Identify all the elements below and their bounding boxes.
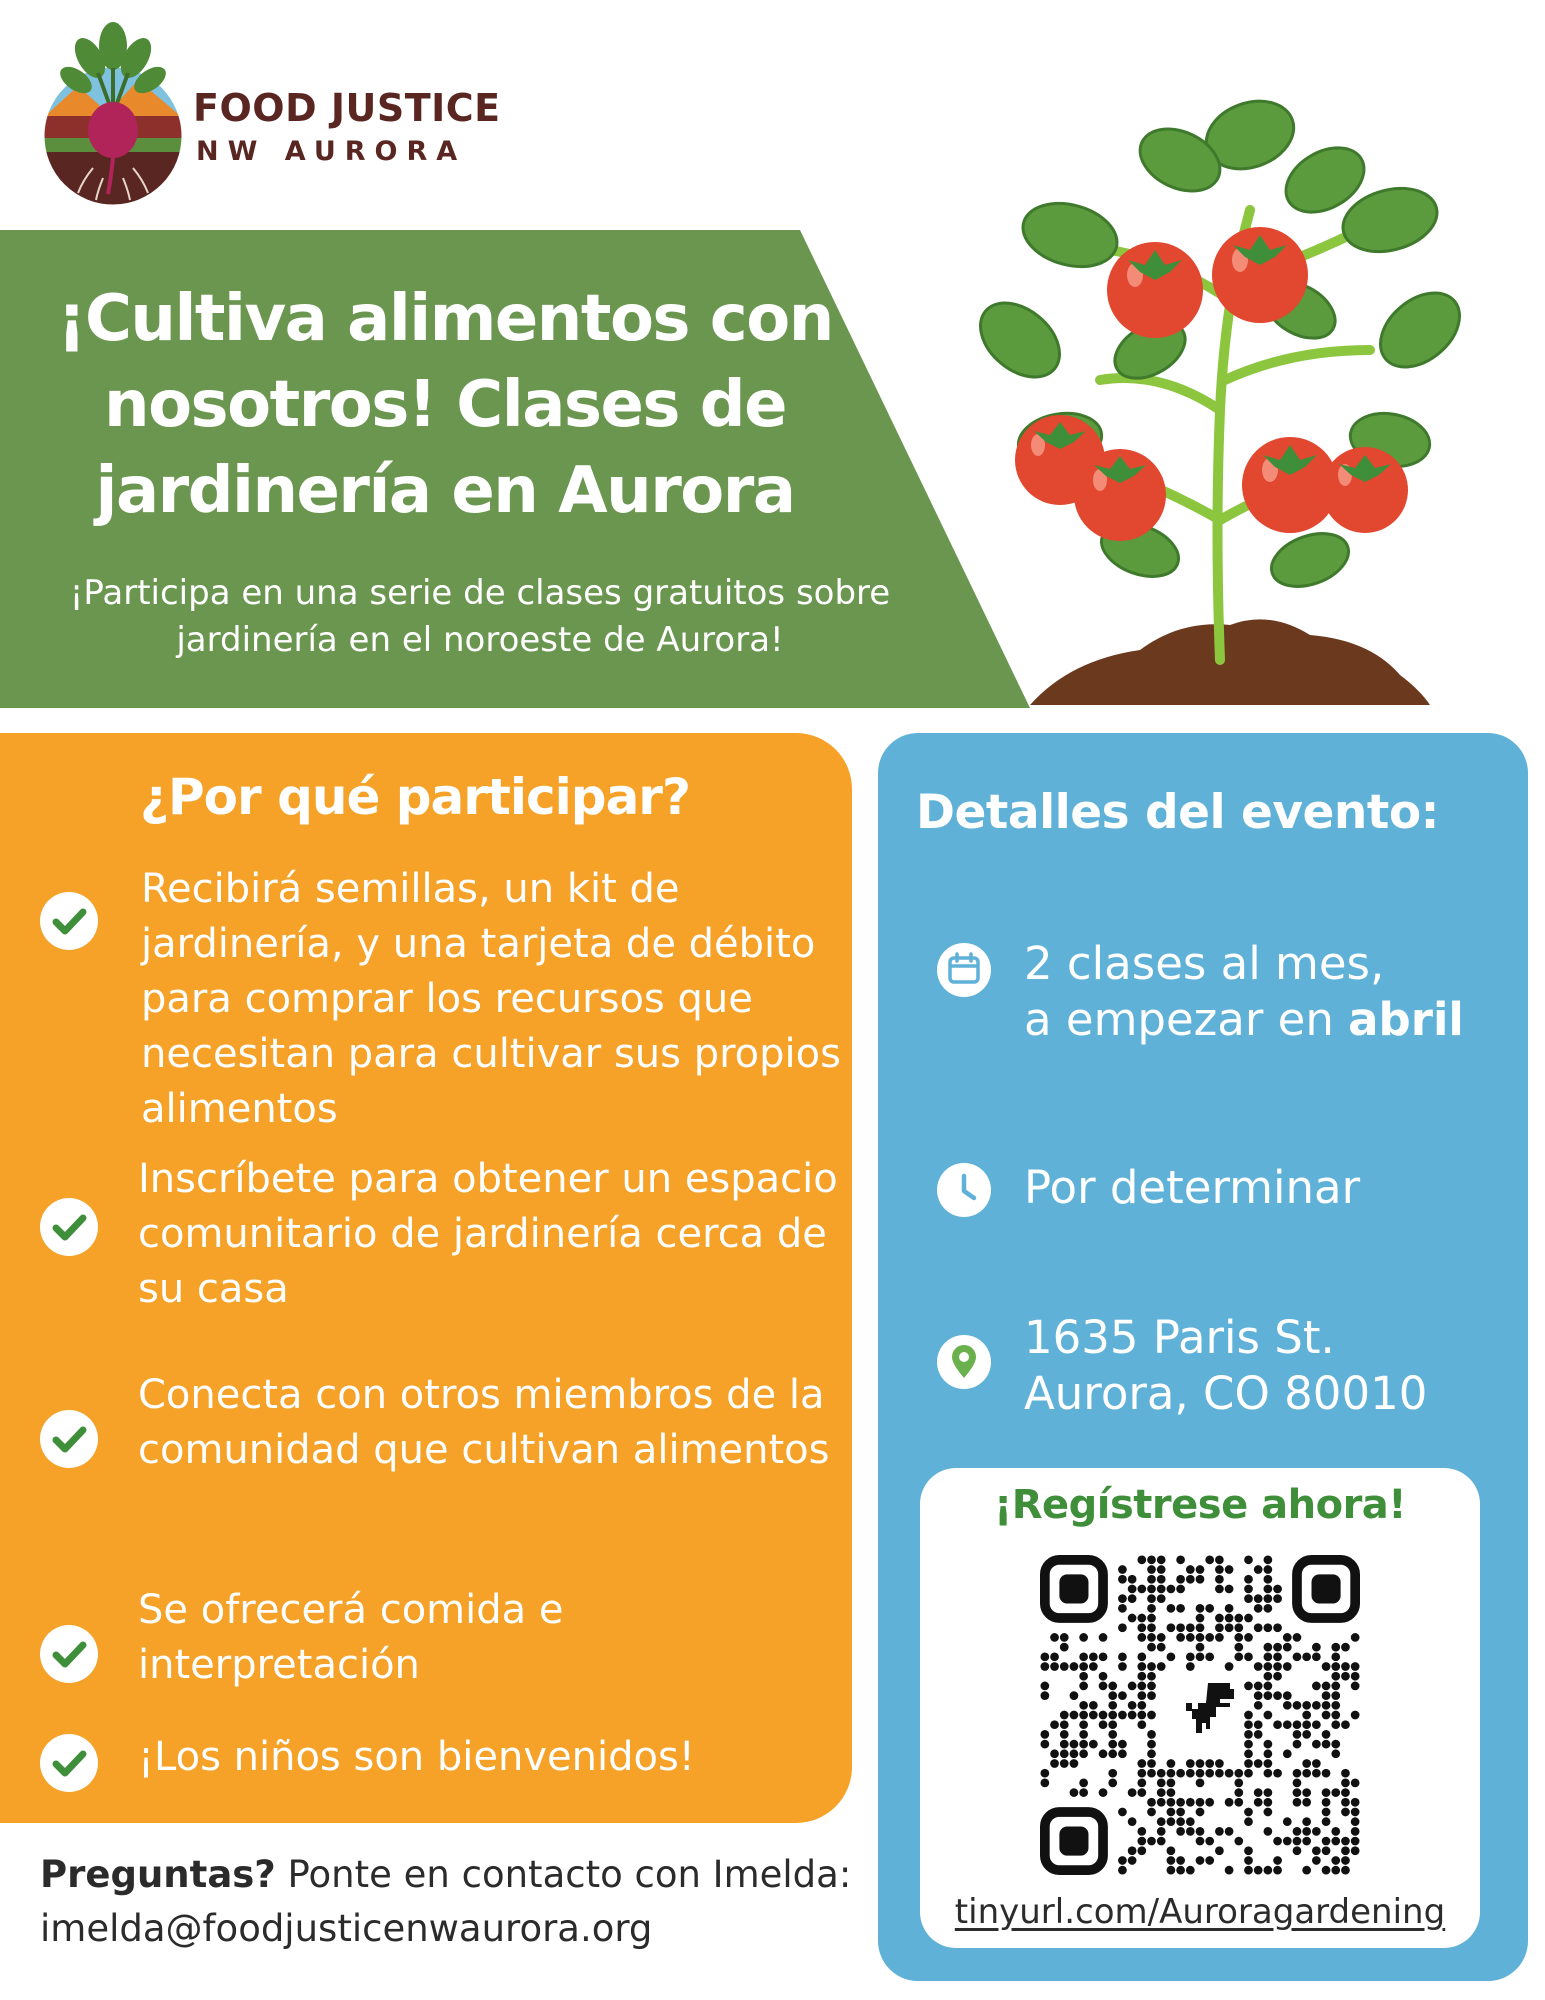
schedule-line-2-prefix: a empezar en — [1024, 993, 1349, 1046]
hero-title: ¡Cultiva alimentos con nosotros! Clases de jardinería en Aurora — [57, 282, 833, 528]
brand-name: FOOD JUSTICE — [193, 86, 501, 130]
brand-subtitle: NW AURORA — [196, 136, 467, 167]
location-line-1: 1635 Paris St. — [1024, 1311, 1335, 1364]
contact-text: Ponte en contacto con Imelda: imelda@foodjusticenwaurora.org — [40, 1853, 852, 1950]
benefit-text: Recibirá semillas, un kit de jardinería, y una tarjeta de débito para comprar los recursos que necesitan para cultivar sus propios alimentos — [141, 866, 841, 1132]
brand-logo — [38, 18, 518, 218]
benefit-text: Conecta con otros miembros de la comunidad que cultivan alimentos — [138, 1372, 830, 1473]
detail-schedule-text — [1024, 936, 1464, 1048]
benefit-text: Inscríbete para obtener un espacio comunitario de jardinería cerca de su casa — [138, 1156, 838, 1312]
contact-info — [40, 1848, 870, 1956]
register-title: ¡Regístrese ahora! — [993, 1482, 1407, 1528]
register-link[interactable]: tinyurl.com/Auroragardening — [954, 1892, 1446, 1932]
check-circle-icon — [38, 890, 100, 952]
schedule-month: abril — [1348, 993, 1464, 1046]
contact-label: Preguntas? — [40, 1853, 276, 1896]
beet-logo-icon — [38, 18, 188, 213]
benefit-text: ¡Los niños son bienvenidos! — [138, 1734, 695, 1780]
calendar-icon — [936, 942, 992, 998]
schedule-line-1: 2 clases al mes, — [1024, 937, 1385, 990]
hero-subtitle: ¡Participa en una serie de clases gratuitos sobre jardinería en el noroeste de Aurora! — [69, 573, 891, 660]
qr-code[interactable] — [1040, 1555, 1360, 1875]
schedule-line-2 — [1024, 992, 1464, 1048]
tomato-plant-illustration — [920, 50, 1520, 710]
check-circle-icon — [38, 1623, 100, 1685]
location-line-2: Aurora, CO 80010 — [1024, 1367, 1428, 1420]
clock-icon — [936, 1162, 992, 1218]
why-participate-title: ¿Por qué participar? — [140, 768, 690, 826]
benefit-text: Se ofrecerá comida e interpretación — [138, 1587, 564, 1688]
check-circle-icon — [38, 1408, 100, 1470]
check-circle-icon — [38, 1196, 100, 1258]
check-circle-icon — [38, 1732, 100, 1794]
location-pin-icon — [936, 1334, 992, 1390]
detail-time-text: Por determinar — [1024, 1161, 1361, 1214]
detail-location-text — [1024, 1310, 1427, 1422]
event-details-title: Detalles del evento: — [916, 785, 1439, 840]
